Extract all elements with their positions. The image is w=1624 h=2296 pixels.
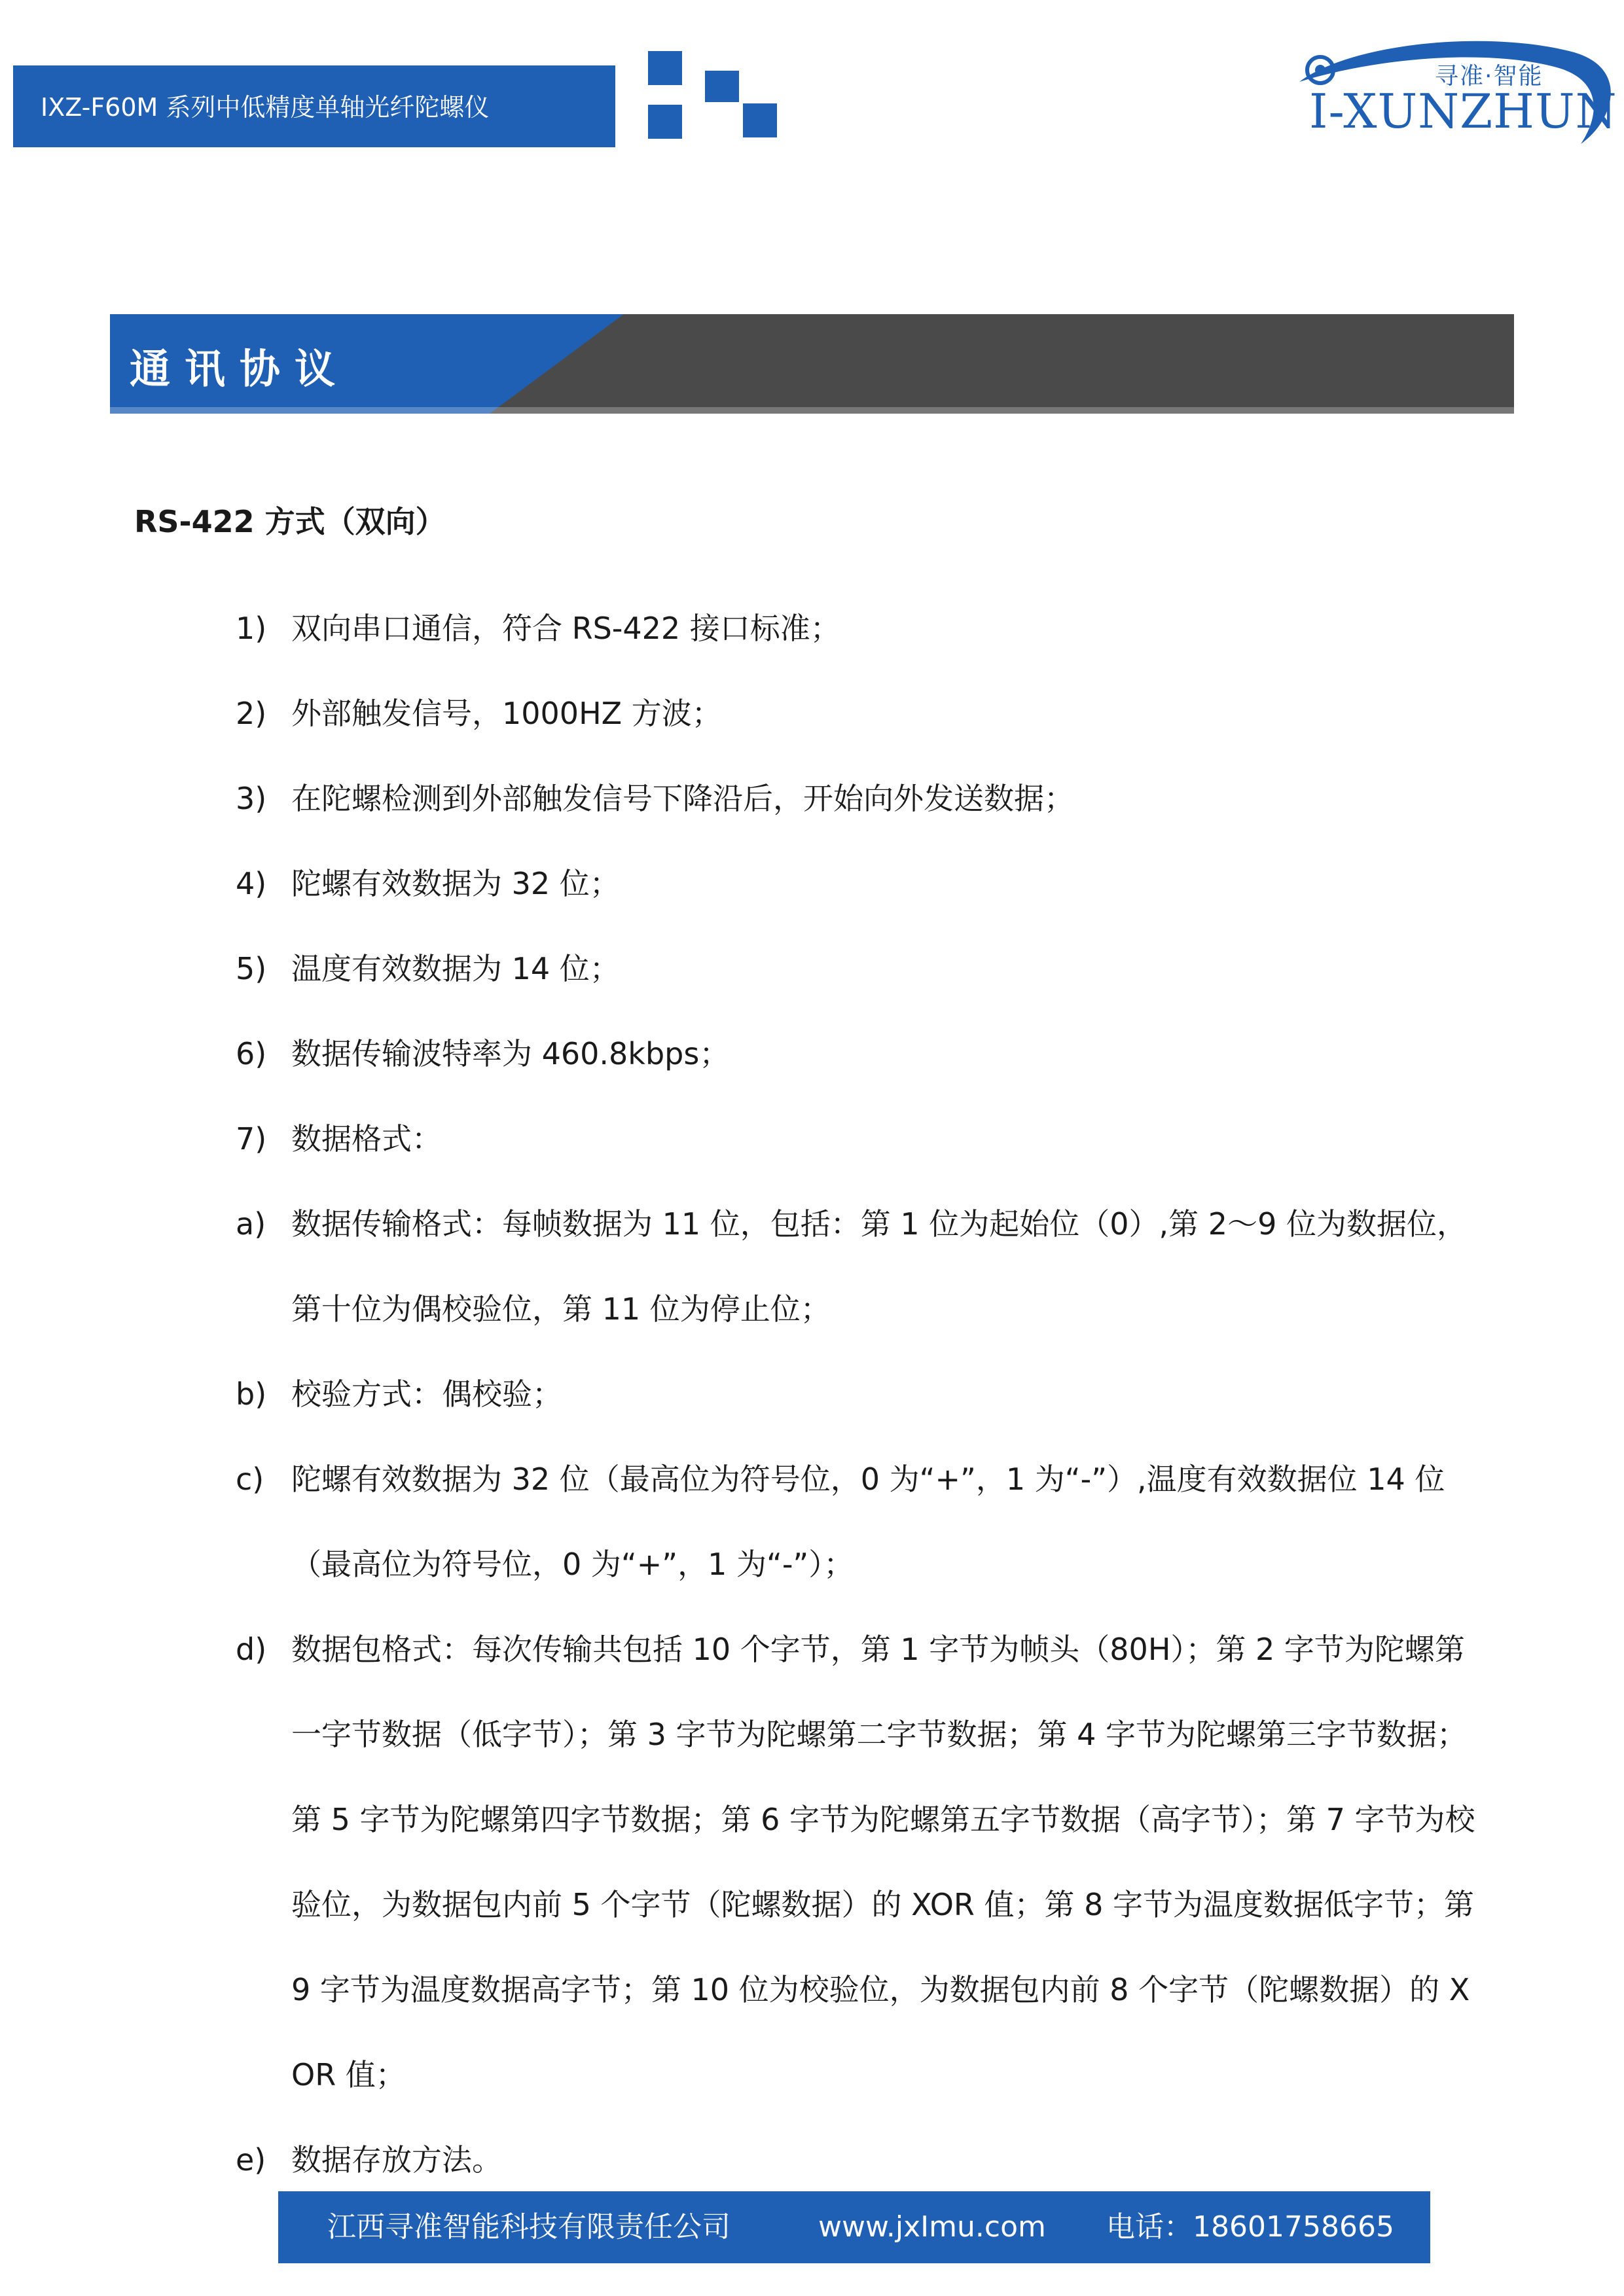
item-marker: 3) (236, 781, 267, 816)
item-text: 外部触发信号，1000HZ 方波； (291, 696, 722, 731)
item-marker: 7) (236, 1121, 267, 1157)
item-text: 数据传输格式：每帧数据为 11 位，包括：第 1 位为起始位（0）,第 2～9 位为数据位，第十位为偶校验位，第 11 位为停止位； (291, 1206, 1467, 1327)
item-text: 数据存放方法。 (291, 2142, 502, 2178)
item-marker: e) (236, 2142, 266, 2178)
item-text: 温度有效数据为 14 位； (291, 951, 620, 986)
item-marker: c) (236, 1462, 264, 1497)
item-marker: b) (236, 1376, 267, 1412)
list-item (236, 1011, 1486, 1096)
subheading: RS-422 方式（双向） (134, 504, 446, 539)
logo-wordmark: I-XUNZHUN (1309, 84, 1617, 139)
list-item (236, 841, 1486, 926)
item-marker: 6) (236, 1036, 267, 1071)
item-marker: d) (236, 1632, 267, 1667)
item-marker: 5) (236, 951, 267, 986)
item-text: 双向串口通信，符合 RS-422 接口标准； (291, 611, 840, 646)
footer-bar (278, 2191, 1430, 2263)
product-title: IXZ-F60M 系列中低精度单轴光纤陀螺仪 (41, 93, 490, 122)
list-item (236, 926, 1486, 1011)
list-item (236, 1352, 1486, 1437)
item-marker: 1) (236, 611, 267, 646)
list-item (236, 1181, 1486, 1352)
footer-phone: 电话：18601758665 (1106, 2210, 1394, 2244)
item-text: 数据包格式：每次传输共包括 10 个字节，第 1 字节为帧头（80H）；第 2 字节为陀螺第一字节数据（低字节）；第 3 字节为陀螺第二字节数据；第 4 字节为陀螺第三字节数据；第 5 字节为陀螺第四字节数据；第 6 字节为陀螺第五字节数据（高字节）；第 7 字节为校验位，为数据包内前 5 个字节（陀螺数据）的 XOR 值；第 8 字节为温度数据低字节；第 9 字节为温度数据高字节；第 10 位为校验位，为数据包内前 8 个字节（陀螺数据）的 XOR 值； (291, 1632, 1475, 2092)
item-marker: a) (236, 1206, 266, 1242)
list-item (236, 2117, 1486, 2202)
item-marker: 2) (236, 696, 267, 731)
list-item (236, 756, 1486, 841)
section-title: 通讯协议 (130, 345, 350, 393)
item-text: 数据格式： (291, 1121, 442, 1157)
list-item (236, 1607, 1486, 2117)
list-item (236, 671, 1486, 756)
item-text: 陀螺有效数据为 32 位（最高位为符号位，0 为“+”，1 为“-”）,温度有效数据位 14 位（最高位为符号位，0 为“+”，1 为“-”）； (291, 1462, 1445, 1582)
list-item (236, 1096, 1486, 1181)
list-item (236, 586, 1486, 671)
footer-company: 江西寻准智能科技有限责任公司 (327, 2210, 731, 2244)
item-text: 数据传输波特率为 460.8kbps； (291, 1036, 730, 1071)
list-item (236, 1437, 1486, 1607)
logo-tagline: 寻准·智能 (1435, 63, 1543, 90)
item-text: 校验方式：偶校验； (291, 1376, 562, 1412)
item-text: 陀螺有效数据为 32 位； (291, 866, 620, 901)
item-marker: 4) (236, 866, 267, 901)
item-text: 在陀螺检测到外部触发信号下降沿后，开始向外发送数据； (291, 781, 1074, 816)
footer-website[interactable]: www.jxImu.com (818, 2210, 1046, 2244)
